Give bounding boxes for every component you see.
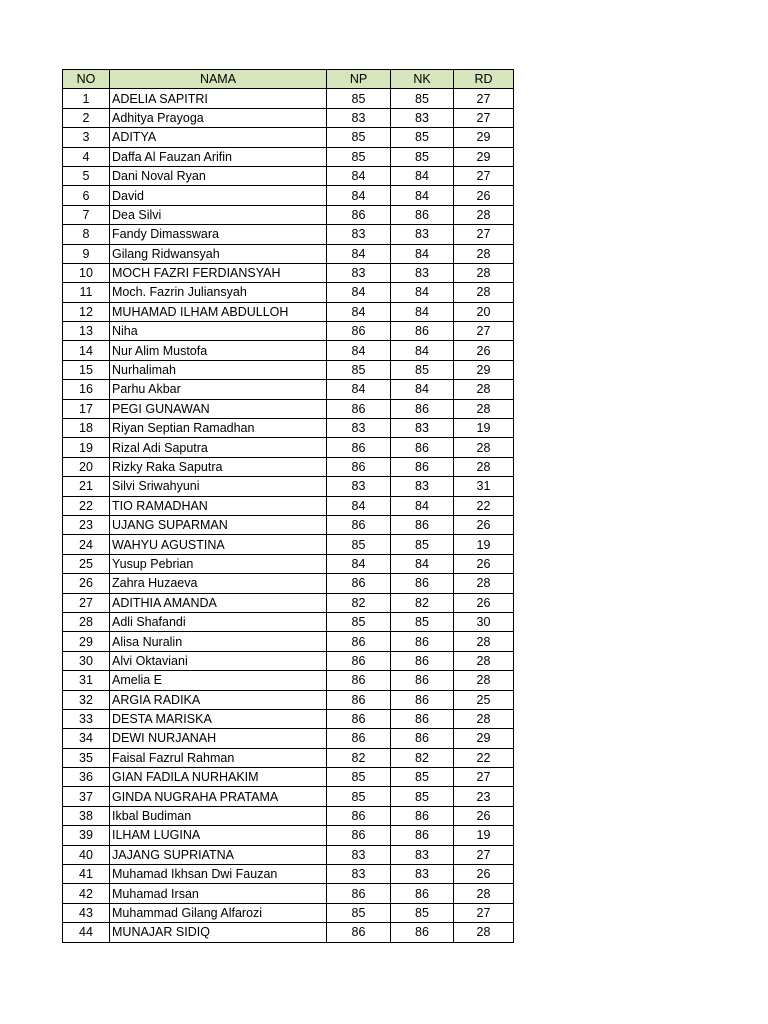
cell-nama: Alvi Oktaviani — [110, 651, 327, 670]
cell-np: 83 — [327, 263, 391, 282]
cell-rd: 19 — [454, 419, 514, 438]
cell-no: 33 — [63, 709, 110, 728]
header-nk: NK — [391, 70, 454, 89]
cell-nk: 85 — [391, 903, 454, 922]
cell-rd: 31 — [454, 477, 514, 496]
table-row — [63, 205, 514, 224]
cell-nama: MOCH FAZRI FERDIANSYAH — [110, 263, 327, 282]
cell-np: 84 — [327, 341, 391, 360]
cell-no: 31 — [63, 671, 110, 690]
cell-nk: 84 — [391, 496, 454, 515]
cell-np: 86 — [327, 399, 391, 418]
cell-np: 84 — [327, 186, 391, 205]
cell-nk: 85 — [391, 612, 454, 631]
cell-np: 86 — [327, 709, 391, 728]
cell-nama: PEGI GUNAWAN — [110, 399, 327, 418]
table-row — [63, 865, 514, 884]
table-row — [63, 263, 514, 282]
cell-np: 85 — [327, 903, 391, 922]
cell-nk: 85 — [391, 787, 454, 806]
cell-nk: 86 — [391, 671, 454, 690]
table-row — [63, 884, 514, 903]
cell-no: 16 — [63, 380, 110, 399]
cell-rd: 26 — [454, 593, 514, 612]
cell-rd: 19 — [454, 535, 514, 554]
cell-no: 8 — [63, 225, 110, 244]
table-row — [63, 612, 514, 631]
cell-rd: 27 — [454, 322, 514, 341]
table-row — [63, 903, 514, 922]
cell-np: 86 — [327, 632, 391, 651]
cell-rd: 26 — [454, 186, 514, 205]
cell-rd: 28 — [454, 923, 514, 942]
cell-nk: 84 — [391, 283, 454, 302]
cell-nk: 85 — [391, 535, 454, 554]
cell-np: 86 — [327, 651, 391, 670]
cell-nama: Riyan Septian Ramadhan — [110, 419, 327, 438]
cell-no: 5 — [63, 166, 110, 185]
cell-no: 38 — [63, 806, 110, 825]
table-row — [63, 283, 514, 302]
cell-rd: 25 — [454, 690, 514, 709]
cell-no: 23 — [63, 515, 110, 534]
cell-rd: 28 — [454, 671, 514, 690]
cell-no: 24 — [63, 535, 110, 554]
cell-np: 84 — [327, 166, 391, 185]
cell-np: 82 — [327, 593, 391, 612]
cell-no: 34 — [63, 729, 110, 748]
cell-np: 83 — [327, 865, 391, 884]
cell-nama: Muhamad Ikhsan Dwi Fauzan — [110, 865, 327, 884]
cell-no: 44 — [63, 923, 110, 942]
cell-np: 86 — [327, 438, 391, 457]
table-row — [63, 515, 514, 534]
cell-np: 85 — [327, 147, 391, 166]
cell-np: 86 — [327, 884, 391, 903]
cell-rd: 26 — [454, 806, 514, 825]
table-row — [63, 186, 514, 205]
table-row — [63, 341, 514, 360]
cell-nama: Alisa Nuralin — [110, 632, 327, 651]
cell-rd: 28 — [454, 709, 514, 728]
cell-no: 1 — [63, 89, 110, 108]
cell-nama: Fandy Dimasswara — [110, 225, 327, 244]
cell-rd: 27 — [454, 903, 514, 922]
table-row — [63, 438, 514, 457]
cell-no: 26 — [63, 574, 110, 593]
cell-nama: GINDA NUGRAHA PRATAMA — [110, 787, 327, 806]
cell-nama: ADITHIA AMANDA — [110, 593, 327, 612]
table-row — [63, 593, 514, 612]
cell-nk: 84 — [391, 302, 454, 321]
cell-rd: 27 — [454, 768, 514, 787]
cell-nk: 86 — [391, 806, 454, 825]
cell-np: 84 — [327, 496, 391, 515]
cell-nama: Rizky Raka Saputra — [110, 457, 327, 476]
table-row — [63, 89, 514, 108]
cell-no: 14 — [63, 341, 110, 360]
cell-no: 37 — [63, 787, 110, 806]
table-row — [63, 709, 514, 728]
cell-rd: 26 — [454, 865, 514, 884]
cell-np: 85 — [327, 768, 391, 787]
cell-rd: 29 — [454, 147, 514, 166]
cell-np: 85 — [327, 612, 391, 631]
cell-np: 83 — [327, 225, 391, 244]
cell-rd: 28 — [454, 380, 514, 399]
cell-nk: 85 — [391, 128, 454, 147]
table-row — [63, 360, 514, 379]
cell-nk: 86 — [391, 651, 454, 670]
cell-nama: DESTA MARISKA — [110, 709, 327, 728]
cell-nama: Daffa Al Fauzan Arifin — [110, 147, 327, 166]
cell-nama: DEWI NURJANAH — [110, 729, 327, 748]
cell-nama: Silvi Sriwahyuni — [110, 477, 327, 496]
cell-rd: 20 — [454, 302, 514, 321]
cell-nk: 86 — [391, 826, 454, 845]
cell-rd: 28 — [454, 244, 514, 263]
cell-rd: 28 — [454, 399, 514, 418]
table-row — [63, 399, 514, 418]
cell-np: 83 — [327, 845, 391, 864]
cell-np: 83 — [327, 108, 391, 127]
table-row — [63, 302, 514, 321]
cell-nama: ADELIA SAPITRI — [110, 89, 327, 108]
cell-nk: 83 — [391, 263, 454, 282]
cell-rd: 26 — [454, 341, 514, 360]
cell-np: 86 — [327, 690, 391, 709]
table-row — [63, 477, 514, 496]
cell-nk: 86 — [391, 515, 454, 534]
cell-nama: Muhammad Gilang Alfarozi — [110, 903, 327, 922]
cell-np: 86 — [327, 826, 391, 845]
cell-no: 2 — [63, 108, 110, 127]
cell-nama: Nurhalimah — [110, 360, 327, 379]
cell-no: 32 — [63, 690, 110, 709]
cell-nama: ADITYA — [110, 128, 327, 147]
cell-rd: 27 — [454, 89, 514, 108]
cell-nk: 86 — [391, 729, 454, 748]
cell-no: 21 — [63, 477, 110, 496]
cell-rd: 26 — [454, 515, 514, 534]
cell-no: 29 — [63, 632, 110, 651]
cell-nama: Niha — [110, 322, 327, 341]
cell-nama: WAHYU AGUSTINA — [110, 535, 327, 554]
cell-nama: ARGIA RADIKA — [110, 690, 327, 709]
table-row — [63, 322, 514, 341]
cell-nama: MUNAJAR SIDIQ — [110, 923, 327, 942]
cell-np: 84 — [327, 554, 391, 573]
cell-no: 36 — [63, 768, 110, 787]
cell-no: 4 — [63, 147, 110, 166]
table-row — [63, 651, 514, 670]
cell-nk: 82 — [391, 748, 454, 767]
cell-nk: 85 — [391, 360, 454, 379]
cell-nk: 86 — [391, 923, 454, 942]
cell-np: 84 — [327, 244, 391, 263]
cell-nk: 83 — [391, 419, 454, 438]
header-np: NP — [327, 70, 391, 89]
cell-np: 85 — [327, 535, 391, 554]
cell-no: 22 — [63, 496, 110, 515]
cell-no: 27 — [63, 593, 110, 612]
cell-nk: 86 — [391, 322, 454, 341]
cell-no: 30 — [63, 651, 110, 670]
cell-rd: 28 — [454, 283, 514, 302]
header-row — [63, 70, 514, 89]
cell-rd: 29 — [454, 128, 514, 147]
cell-rd: 28 — [454, 263, 514, 282]
cell-np: 82 — [327, 748, 391, 767]
cell-nk: 86 — [391, 438, 454, 457]
cell-np: 85 — [327, 787, 391, 806]
cell-no: 9 — [63, 244, 110, 263]
cell-nama: Moch. Fazrin Juliansyah — [110, 283, 327, 302]
table-row — [63, 923, 514, 942]
cell-np: 83 — [327, 419, 391, 438]
cell-no: 10 — [63, 263, 110, 282]
table-row — [63, 244, 514, 263]
cell-rd: 27 — [454, 108, 514, 127]
cell-rd: 28 — [454, 205, 514, 224]
cell-rd: 26 — [454, 554, 514, 573]
cell-nk: 84 — [391, 186, 454, 205]
cell-np: 86 — [327, 322, 391, 341]
table-row — [63, 419, 514, 438]
cell-no: 13 — [63, 322, 110, 341]
cell-nama: UJANG SUPARMAN — [110, 515, 327, 534]
cell-nk: 86 — [391, 709, 454, 728]
table-row — [63, 496, 514, 515]
cell-nk: 86 — [391, 457, 454, 476]
cell-nama: Rizal Adi Saputra — [110, 438, 327, 457]
cell-no: 43 — [63, 903, 110, 922]
cell-nama: David — [110, 186, 327, 205]
table-row — [63, 108, 514, 127]
cell-nk: 86 — [391, 205, 454, 224]
cell-nama: MUHAMAD ILHAM ABDULLOH — [110, 302, 327, 321]
cell-no: 3 — [63, 128, 110, 147]
cell-nama: GIAN FADILA NURHAKIM — [110, 768, 327, 787]
cell-nama: Faisal Fazrul Rahman — [110, 748, 327, 767]
cell-no: 39 — [63, 826, 110, 845]
cell-rd: 28 — [454, 651, 514, 670]
cell-rd: 23 — [454, 787, 514, 806]
cell-nk: 85 — [391, 147, 454, 166]
cell-rd: 27 — [454, 166, 514, 185]
cell-np: 84 — [327, 380, 391, 399]
header-rd: RD — [454, 70, 514, 89]
cell-np: 86 — [327, 574, 391, 593]
table-row — [63, 147, 514, 166]
cell-nama: Dea Silvi — [110, 205, 327, 224]
cell-rd: 22 — [454, 748, 514, 767]
table-row — [63, 457, 514, 476]
table-row — [63, 826, 514, 845]
cell-rd: 28 — [454, 632, 514, 651]
cell-rd: 29 — [454, 360, 514, 379]
table-row — [63, 845, 514, 864]
cell-no: 19 — [63, 438, 110, 457]
cell-nk: 86 — [391, 690, 454, 709]
cell-no: 40 — [63, 845, 110, 864]
cell-np: 86 — [327, 671, 391, 690]
table-row — [63, 554, 514, 573]
cell-np: 85 — [327, 128, 391, 147]
cell-no: 7 — [63, 205, 110, 224]
cell-no: 25 — [63, 554, 110, 573]
cell-nk: 86 — [391, 574, 454, 593]
table-row — [63, 671, 514, 690]
cell-rd: 28 — [454, 574, 514, 593]
cell-nk: 86 — [391, 884, 454, 903]
cell-np: 85 — [327, 360, 391, 379]
cell-rd: 28 — [454, 884, 514, 903]
cell-nama: Muhamad Irsan — [110, 884, 327, 903]
cell-nk: 82 — [391, 593, 454, 612]
cell-nk: 86 — [391, 632, 454, 651]
cell-no: 18 — [63, 419, 110, 438]
cell-nama: JAJANG SUPRIATNA — [110, 845, 327, 864]
table-row — [63, 768, 514, 787]
cell-rd: 19 — [454, 826, 514, 845]
cell-nk: 83 — [391, 845, 454, 864]
table-row — [63, 806, 514, 825]
cell-np: 83 — [327, 477, 391, 496]
cell-no: 15 — [63, 360, 110, 379]
cell-no: 17 — [63, 399, 110, 418]
cell-np: 86 — [327, 729, 391, 748]
cell-np: 86 — [327, 457, 391, 476]
cell-no: 20 — [63, 457, 110, 476]
cell-rd: 22 — [454, 496, 514, 515]
cell-rd: 28 — [454, 438, 514, 457]
cell-no: 12 — [63, 302, 110, 321]
cell-no: 35 — [63, 748, 110, 767]
header-no: NO — [63, 70, 110, 89]
cell-nama: Ikbal Budiman — [110, 806, 327, 825]
cell-no: 11 — [63, 283, 110, 302]
table-row — [63, 380, 514, 399]
cell-no: 41 — [63, 865, 110, 884]
cell-nama: ILHAM LUGINA — [110, 826, 327, 845]
table-row — [63, 632, 514, 651]
table-row — [63, 225, 514, 244]
cell-rd: 27 — [454, 845, 514, 864]
cell-nk: 84 — [391, 244, 454, 263]
grades-table — [62, 69, 514, 943]
cell-rd: 28 — [454, 457, 514, 476]
cell-nama: Nur Alim Mustofa — [110, 341, 327, 360]
cell-nama: Amelia E — [110, 671, 327, 690]
cell-np: 86 — [327, 923, 391, 942]
cell-nk: 83 — [391, 108, 454, 127]
cell-nk: 84 — [391, 554, 454, 573]
table-row — [63, 535, 514, 554]
table-row — [63, 748, 514, 767]
cell-rd: 29 — [454, 729, 514, 748]
cell-nama: Gilang Ridwansyah — [110, 244, 327, 263]
cell-nk: 83 — [391, 865, 454, 884]
cell-no: 6 — [63, 186, 110, 205]
cell-rd: 27 — [454, 225, 514, 244]
table-row — [63, 128, 514, 147]
cell-nk: 84 — [391, 380, 454, 399]
cell-nk: 85 — [391, 89, 454, 108]
table-row — [63, 787, 514, 806]
cell-np: 84 — [327, 302, 391, 321]
table-body — [63, 89, 514, 942]
cell-nama: Adli Shafandi — [110, 612, 327, 631]
cell-np: 86 — [327, 515, 391, 534]
cell-nama: Yusup Pebrian — [110, 554, 327, 573]
cell-no: 28 — [63, 612, 110, 631]
table-row — [63, 729, 514, 748]
header-nama: NAMA — [110, 70, 327, 89]
table-row — [63, 574, 514, 593]
cell-nama: Dani Noval Ryan — [110, 166, 327, 185]
cell-np: 84 — [327, 283, 391, 302]
cell-nk: 84 — [391, 166, 454, 185]
cell-rd: 30 — [454, 612, 514, 631]
cell-nama: TIO RAMADHAN — [110, 496, 327, 515]
cell-nk: 86 — [391, 399, 454, 418]
cell-nama: Adhitya Prayoga — [110, 108, 327, 127]
cell-nama: Zahra Huzaeva — [110, 574, 327, 593]
cell-np: 86 — [327, 205, 391, 224]
cell-np: 86 — [327, 806, 391, 825]
cell-nk: 83 — [391, 225, 454, 244]
cell-no: 42 — [63, 884, 110, 903]
cell-nk: 83 — [391, 477, 454, 496]
cell-nk: 84 — [391, 341, 454, 360]
cell-nk: 85 — [391, 768, 454, 787]
cell-nama: Parhu Akbar — [110, 380, 327, 399]
table-row — [63, 690, 514, 709]
table-row — [63, 166, 514, 185]
cell-np: 85 — [327, 89, 391, 108]
